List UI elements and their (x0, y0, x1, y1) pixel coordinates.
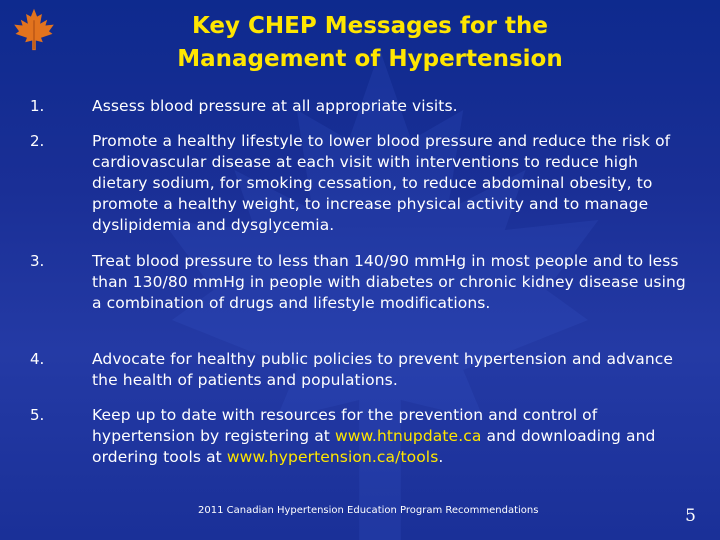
item-text-part: Keep up to date with resources for the prevention and control of hypertension by registering at (92, 406, 598, 445)
key-messages-list (30, 96, 690, 468)
item-number: 4. (30, 350, 45, 368)
list-item (30, 405, 690, 468)
item-number: 3. (30, 252, 45, 270)
item-text-part: . (438, 448, 444, 466)
item-text-part: and downloading and ordering tools at (92, 427, 656, 466)
hypertension-tools-link[interactable]: www.hypertension.ca/tools (226, 448, 439, 466)
item-text: Advocate for healthy public policies to prevent hypertension and advance the health of patients and populations. (92, 350, 674, 389)
item-text (92, 405, 690, 468)
page-number: 5 (685, 506, 696, 526)
item-text: Assess blood pressure at all appropriate visits. (92, 97, 458, 115)
slide-title (70, 10, 670, 76)
item-number: 1. (30, 97, 45, 115)
list-item (30, 349, 690, 405)
item-text: Treat blood pressure to less than 140/90 mmHg in most people and to less than 130/80 mmHg in people with diabetes or chronic kidney disease using a combination of drugs and lifestyle modifications. (92, 252, 686, 312)
htnupdate-link[interactable]: www.htnupdate.ca (335, 427, 482, 445)
item-number: 2. (30, 132, 45, 150)
title-line-1: Key CHEP Messages for the (192, 13, 548, 39)
list-item (30, 96, 690, 131)
list-item (30, 131, 690, 251)
list-item (30, 251, 690, 349)
footer-citation: 2011 Canadian Hypertension Education Program Recommendations (198, 505, 539, 516)
item-text: Promote a healthy lifestyle to lower blood pressure and reduce the risk of cardiovascular disease at each visit with interventions to reduce high dietary sodium, for smoking cessation, to reduce abdominal obesity, to promote a healthy weight, to increase physical activity and to manage dyslipidemia and dysglycemia. (92, 132, 671, 234)
title-line-2: Management of Hypertension (177, 46, 563, 72)
item-number: 5. (30, 406, 45, 424)
maple-leaf-logo (12, 6, 56, 52)
